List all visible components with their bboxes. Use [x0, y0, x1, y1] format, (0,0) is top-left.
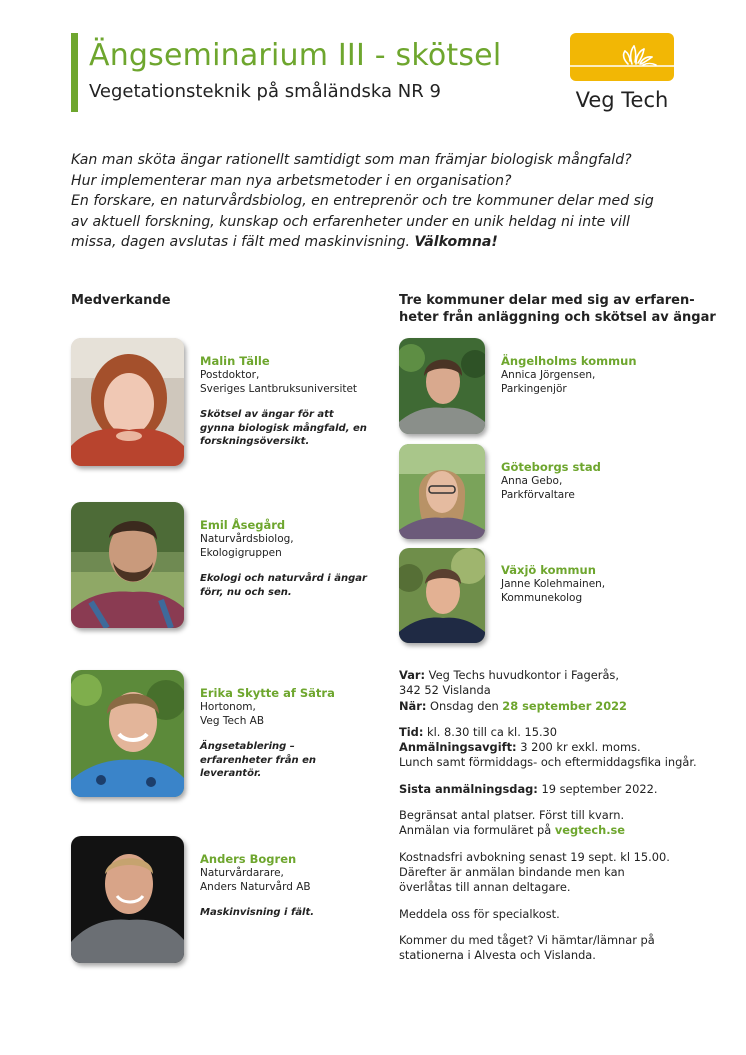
intro-line: Kan man sköta ängar rationellt samtidigt som man främjar biologisk mångfald? [71, 152, 632, 168]
date-prefix: Onsdag den [426, 698, 503, 713]
time-value: kl. 8.30 till ca kl. 15.30 [423, 724, 558, 739]
contact-role: Parkförvaltare [501, 489, 575, 501]
location-block [399, 668, 699, 714]
intro-line: Hur implementerar man nya arbetsmetoder i en organisation? [71, 172, 512, 189]
deadline-value: 19 september 2022. [537, 781, 658, 796]
contact-role: Kommunekolog [501, 592, 583, 604]
deadline-label: Sista anmälningsdag: [399, 781, 538, 796]
train-line: Kommer du med tåget? Vi hämtar/lämnar på [399, 932, 655, 947]
location-label: Var: [399, 668, 426, 682]
intro-line: En forskare, en naturvårdsbiolog, en entreprenör och tre kommuner delar med sig [71, 193, 654, 209]
speaker-role: Naturvårdarare, [200, 867, 284, 879]
speaker-info [200, 354, 370, 449]
speaker-role: Naturvårdsbiolog, [200, 533, 294, 545]
left-heading: Medverkande [71, 293, 171, 308]
municipality-name: Växjö kommun [501, 563, 596, 577]
logo-mark [570, 33, 674, 81]
contact-person: Janne Kolehmainen, [501, 578, 606, 590]
signup-link[interactable]: vegtech.se [554, 823, 626, 838]
logo-text: Veg Tech [575, 88, 669, 112]
time-block [399, 725, 699, 771]
municipality-name: Ängelholms kommun [501, 354, 637, 368]
time-label: Tid: [399, 724, 424, 739]
diet-block: Meddela oss för specialkost. [399, 906, 560, 921]
fee-value: 3 200 kr exkl. moms. [516, 740, 641, 755]
cancel-line: Kostnadsfri avbokning senast 19 sept. kl 15.00. [399, 849, 670, 864]
train-block [399, 933, 699, 964]
cancellation-block [399, 850, 699, 896]
speaker-role: Hortonom, [200, 701, 256, 713]
signup-text: Anmälan via formuläret på [399, 823, 555, 838]
municipality-name: Göteborgs stad [501, 460, 601, 474]
event-info [399, 668, 699, 974]
speaker-org: Veg Tech AB [200, 715, 265, 727]
veg-tech-logo [570, 33, 674, 112]
speaker-org: Anders Naturvård AB [200, 881, 311, 893]
cancel-line: överlåtas till annan deltagare. [399, 880, 571, 895]
speaker-photo [71, 670, 184, 797]
location-postal: 342 52 Vislanda [399, 683, 491, 698]
speaker-role: Postdoktor, [200, 369, 260, 381]
intro-line [71, 232, 671, 253]
municipality-info [501, 563, 701, 605]
right-heading-line: heter från anläggning och skötsel av ängar [399, 310, 716, 325]
intro-line-text: missa, dagen avslutas i fält med maskinvisning. [71, 234, 415, 250]
speaker-name: Emil Åsegård [200, 518, 286, 532]
speaker-info [200, 686, 370, 781]
intro-line: av aktuell forskning, kunskap och erfarenheter under en unik heldag ni inte vill [71, 213, 630, 230]
deadline-block [399, 782, 699, 797]
municipality-info [501, 354, 701, 396]
municipality-photo [399, 338, 485, 434]
speaker-topic: Ängsetablering – erfarenheter från en leverantör. [200, 741, 317, 779]
speaker-info [200, 518, 370, 599]
welcome-text: Välkomna! [414, 234, 498, 250]
speaker-name: Erika Skytte af Sätra [200, 686, 335, 700]
contact-person: Annica Jörgensen, [501, 369, 596, 381]
fee-label: Anmälningsavgift: [399, 740, 517, 755]
speaker-name: Malin Tälle [200, 354, 270, 368]
title-accent-bar [71, 33, 78, 112]
contact-person: Anna Gebo, [501, 475, 563, 487]
cancel-line: Därefter är anmälan bindande men kan [399, 864, 625, 879]
page-subtitle: Vegetationsteknik på småländska NR 9 [89, 81, 441, 102]
speaker-photo [71, 338, 184, 466]
location-value: Veg Techs huvudkontor i Fagerås, [425, 668, 619, 682]
signup-block [399, 808, 699, 839]
right-heading [399, 292, 716, 326]
speaker-info [200, 852, 370, 920]
right-heading-line: Tre kommuner delar med sig av erfaren- [399, 293, 695, 308]
municipality-photo [399, 444, 485, 539]
date-label: När: [399, 698, 427, 713]
speaker-org: Sveriges Lantbruksuniversitet [200, 383, 358, 395]
speaker-topic: Ekologi och naturvård i ängar förr, nu och sen. [200, 573, 367, 598]
flower-icon [570, 33, 674, 81]
train-line: stationerna i Alvesta och Vislanda. [399, 948, 596, 963]
contact-role: Parkingenjör [501, 383, 567, 395]
speaker-topic: Skötsel av ängar för att gynna biologisk mångfald, en forskningsöversikt. [200, 409, 367, 447]
speaker-photo [71, 502, 184, 628]
speaker-photo [71, 836, 184, 963]
municipality-photo [399, 548, 485, 643]
speaker-name: Anders Bogren [200, 852, 297, 866]
speaker-topic: Maskinvisning i fält. [200, 907, 315, 918]
limited-seats: Begränsat antal platser. Först till kvarn. [399, 808, 625, 823]
event-date: 28 september 2022 [502, 698, 627, 713]
intro-text [71, 150, 671, 253]
page-title: Ängseminarium III - skötsel [89, 38, 502, 73]
lunch-info: Lunch samt förmiddags- och eftermiddagsfika ingår. [399, 755, 697, 770]
speaker-org: Ekologigruppen [200, 547, 282, 559]
municipality-info [501, 460, 701, 502]
